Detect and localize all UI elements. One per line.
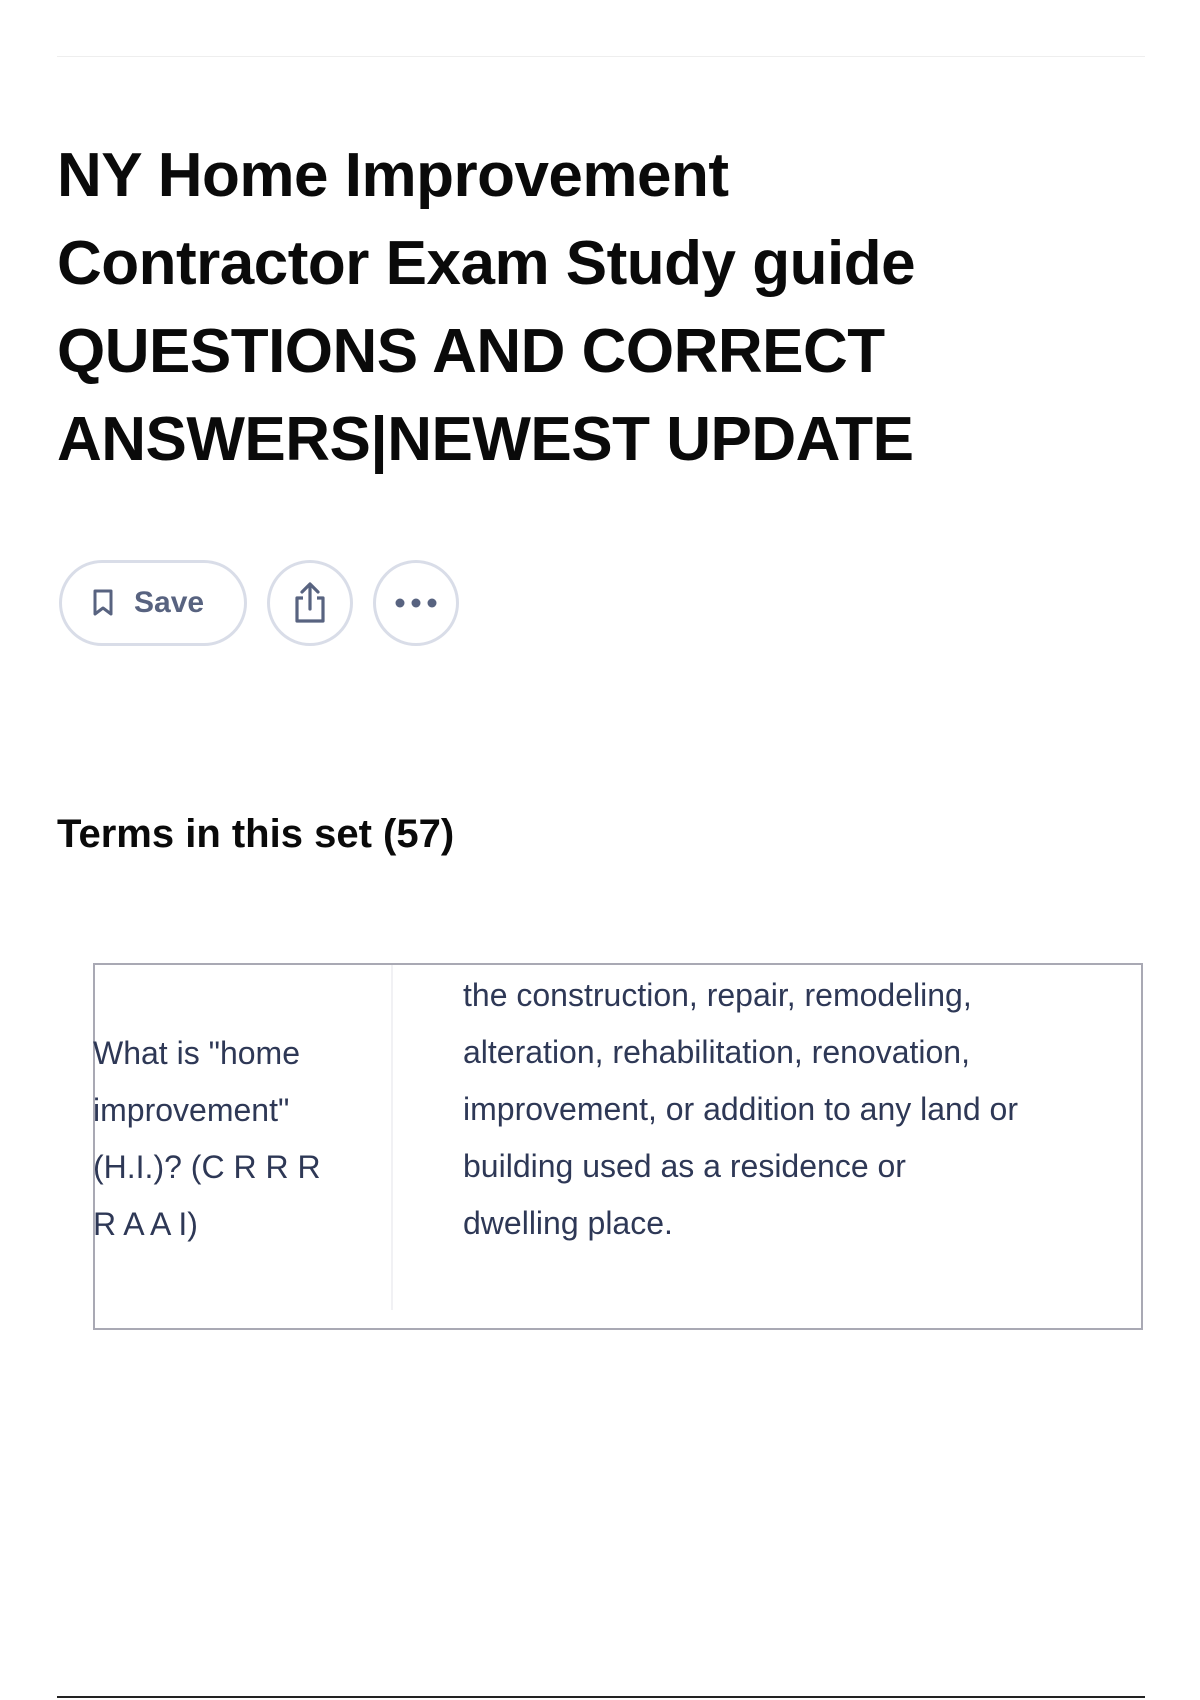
- terms-heading: Terms in this set (57): [57, 812, 455, 856]
- term-card-divider: [391, 965, 393, 1310]
- share-icon: [290, 581, 330, 625]
- page-title: NY Home Improvement Contractor Exam Study guide QUESTIONS AND CORRECT ANSWERS|NEWEST UPDATE: [57, 141, 916, 474]
- definition-text: the construction, repair, remodeling, alteration, rehabilitation, renovation, improvement, or addition to any land or building used as a residence or dwelling place.: [463, 977, 1018, 1241]
- bottom-divider: [57, 1696, 1145, 1698]
- action-bar: [59, 560, 459, 646]
- top-divider: [57, 56, 1145, 57]
- share-button[interactable]: [267, 560, 353, 646]
- save-button-label: Save: [134, 586, 205, 619]
- bookmark-icon: [92, 589, 114, 617]
- term-card: [93, 963, 1143, 1330]
- more-icon: [394, 597, 438, 609]
- more-options-button[interactable]: [373, 560, 459, 646]
- save-button[interactable]: [59, 560, 247, 646]
- term-text: What is "home improvement" (H.I.)? (C R R R R A A I): [93, 1035, 321, 1242]
